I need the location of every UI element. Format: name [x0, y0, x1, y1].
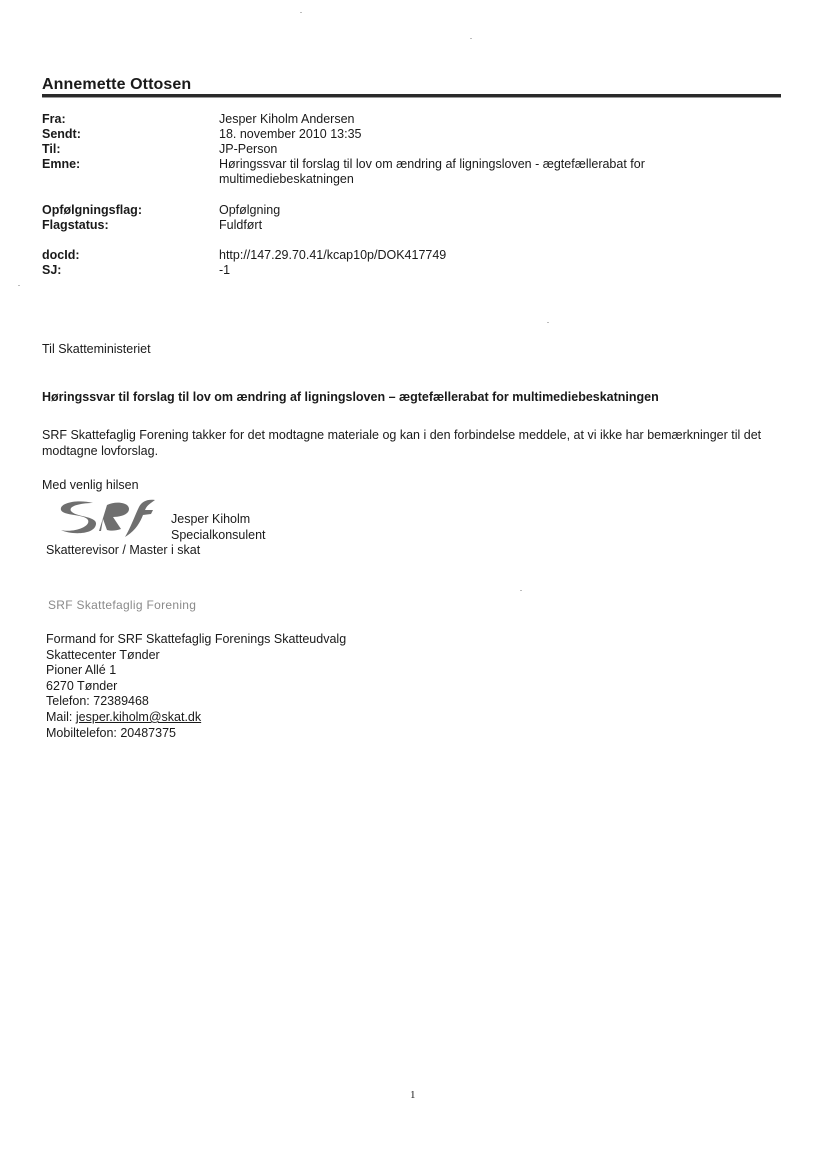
header-value: JP-Person — [219, 142, 278, 156]
scan-speck — [18, 285, 20, 286]
contact-phone-line — [46, 694, 346, 710]
header-label: Fra: — [42, 112, 66, 126]
recipient-line: Til Skatteministeriet — [42, 342, 151, 356]
scan-speck — [520, 590, 522, 591]
contact-block — [46, 632, 346, 741]
header-label: Opfølgningsflag: — [42, 203, 142, 217]
header-label: Emne: — [42, 157, 81, 171]
contact-city: 6270 Tønder — [46, 678, 118, 693]
body-paragraph: SRF Skattefaglig Forening takker for det modtagne materiale og kan i den forbindelse meddele, at vi ikke har bemærkninger til det modtagne lovforslag. — [42, 428, 762, 458]
header-label: Sendt: — [42, 127, 81, 141]
header-rule-shadow — [42, 97, 781, 98]
contact-position: Formand for SRF Skattefaglig Forenings Skatteudvalg — [46, 632, 347, 646]
signature-name: Jesper Kiholm — [171, 512, 251, 526]
header-label: SJ: — [42, 263, 62, 277]
header-value: Opfølgning — [219, 203, 281, 217]
contact-office: Skattecenter Tønder — [46, 647, 160, 662]
header-value: http://147.29.70.41/kcap10p/DOK417749 — [219, 248, 447, 262]
header-value: Høringssvar til forslag til lov om ændring af ligningsloven - ægtefællerabat for multimediebeskatningen — [219, 157, 645, 186]
phone-number: 72389468 — [93, 694, 149, 709]
contact-street: Pioner Allé 1 — [46, 663, 117, 678]
header-label: Flagstatus: — [42, 218, 109, 232]
page-number: 1 — [410, 1089, 416, 1101]
mobile-number: 20487375 — [120, 725, 176, 740]
srf-logo — [55, 497, 160, 539]
header-value: Jesper Kiholm Andersen — [219, 112, 355, 126]
signature-title: Specialkonsulent — [171, 528, 266, 542]
scan-speck — [547, 322, 549, 323]
mailbox-owner-name: Annemette Ottosen — [42, 76, 192, 93]
phone-label: Telefon: — [46, 694, 90, 709]
organization-name: SRF Skattefaglig Forening — [48, 598, 197, 612]
header-value: Fuldført — [219, 218, 263, 232]
subject-heading: Høringssvar til forslag til lov om ændring af ligningsloven – ægtefællerabat for multimediebeskatningen — [42, 390, 659, 404]
header-label: docId: — [42, 248, 80, 262]
signature-role: Skatterevisor / Master i skat — [46, 543, 201, 557]
closing-greeting: Med venlig hilsen — [42, 478, 139, 492]
contact-mail-line — [46, 710, 346, 726]
scan-speck — [470, 38, 472, 39]
contact-mobile-line — [46, 726, 346, 742]
header-value: -1 — [219, 263, 231, 277]
mobile-label: Mobiltelefon: — [46, 725, 117, 740]
scan-speck — [300, 12, 302, 13]
header-value: 18. november 2010 13:35 — [219, 127, 362, 141]
mail-link[interactable]: jesper.kiholm@skat.dk — [75, 709, 202, 724]
mail-label: Mail: — [46, 709, 73, 724]
header-label: Til: — [42, 142, 61, 156]
